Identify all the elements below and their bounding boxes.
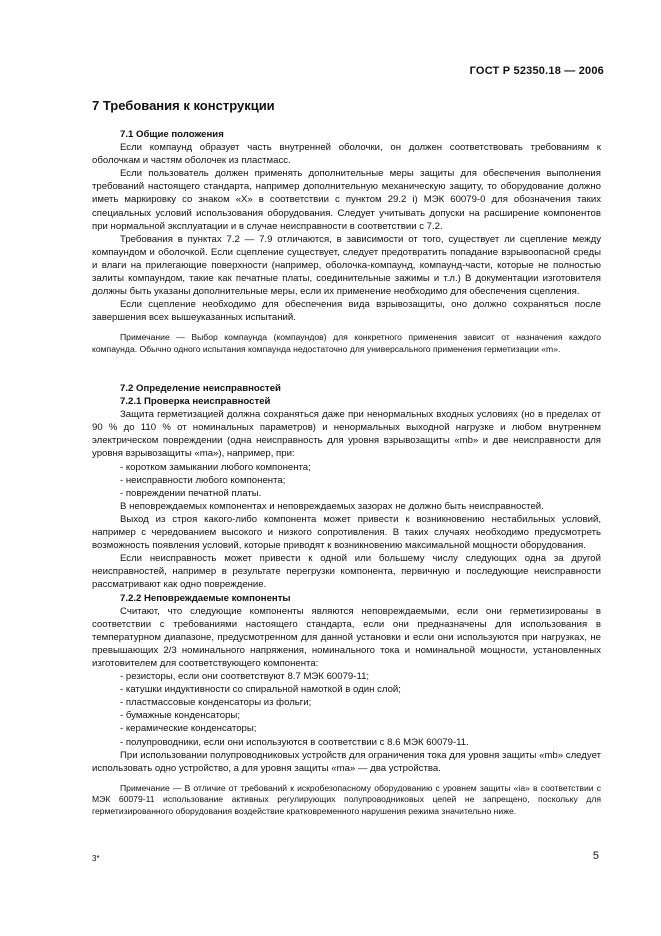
list-item: - катушки индуктивности со спиральной намоткой в один слой; (120, 684, 401, 696)
standard-code: ГОСТ Р 52350.18 — 2006 (469, 65, 604, 77)
component-list (92, 670, 601, 749)
list-item: - резисторы, если они соответствуют 8.7 МЭК 60079-11; (120, 671, 370, 683)
note: Примечание — В отличие от требований к искробезопасному оборудованию с уровнем защиты «ia» в соответствии с МЭК 60079-11 использование активных регулирующих полупроводниковых цепей не запрещено, поскольку для герметизированного оборудования воздействие кратковременного нарушения режима значительно ниже. (92, 782, 601, 816)
paragraph: Выход из строя какого-либо компонента может привести к возникновению нестабильных условий, например с чередованием высокого и низкого сопротивления. В таких случаях необходимо предусмотреть возможность появления условий, которые приводят к возникновению максимальной мощности оборудования. (92, 513, 601, 552)
list-item: - неисправности любого компонента; (120, 474, 286, 486)
subsection-title: 7.2 Определение неисправностей (120, 383, 281, 394)
list-item: - бумажные конденсаторы; (120, 710, 240, 722)
paragraph: Если сцепление необходимо для обеспечения вида взрывозащиты, оно должно сохраняться после завершения всех вышеуказанных испытаний. (92, 299, 601, 324)
paragraph: Считают, что следующие компоненты являются неповреждаемыми, если они герметизированы в соответствии с требованиями настоящего стандарта, если они предназначены для использования в температурном диапазоне, предусмотренном для данной установки и если они используются при нагрузках, не превышающих 2/3 номинального напряжения, номинального тока и номинальной мощности, установленных изготовителем для соответствующего компонента: (92, 605, 601, 669)
section-7-1 (92, 128, 601, 356)
subsection-title: 7.2.1 Проверка неисправностей (120, 396, 271, 408)
list-item: - полупроводники, если они используются в соответствии с 8.6 МЭК 60079-11. (120, 736, 469, 748)
section-title: 7 Требования к конструкции (92, 98, 275, 113)
signature-mark: 3* (92, 854, 100, 863)
fault-list (92, 461, 601, 500)
section-7-2 (92, 382, 601, 818)
note: Примечание — Выбор компаунда (компаундов) для конкретного применения зависит от назначения каждого компаунда. Обычно одного испытания компаунда недостаточно для универсального применения герметизации «m». (92, 332, 601, 354)
paragraph: В неповреждаемых компонентах и неповреждаемых зазорах не должно быть неисправностей. (120, 500, 544, 512)
list-item: - керамические конденсаторы; (120, 723, 257, 735)
page-number: 5 (592, 850, 599, 862)
paragraph: Защита герметизацией должна сохраняться даже при ненормальных входных условиях (но в пределах от 90 % до 110 % от номинальных параметров) и ненормальных выходной нагрузке и любом внутреннем электрическом повреждении (одна неисправность для уровня взрывозащиты «mb» и две неисправности для уровня взрывозащиты «ma»), например, при: (92, 409, 601, 460)
list-item: - повреждении печатной платы. (120, 487, 262, 499)
list-item: - пластмассовые конденсаторы из фольги; (120, 697, 312, 709)
paragraph: При использовании полупроводниковых устройств для ограничения тока для уровня защиты «mb» следует использовать одно устройство, а для уровня защиты «ma» — два устройства. (92, 749, 601, 774)
list-item: - коротком замыкании любого компонента; (120, 461, 311, 473)
subsection-title: 7.1 Общие положения (120, 129, 224, 140)
paragraph: Если пользователь должен применять дополнительные меры защиты для обеспечения выполнения требований настоящего стандарта, например дополнительную механическую защиту, то оборудование должно иметь маркировку со знаком «Х» в соответствии с пунктом 29.2 i) МЭК 60079-0 для обозначения таких специальных условий использования оборудования. Следует учитывать допуски на расширение компонентов при нормальной эксплуатации и в случае неисправности в соответствии с 7.2. (92, 168, 601, 232)
paragraph: Если неисправность может привести к одной или большему числу следующих одна за другой неисправностей, например в результате перегрузки компонента, первичную и последующие неисправности рассматривают как одно повреждение. (92, 553, 601, 591)
subsection-title: 7.2.2 Неповреждаемые компоненты (120, 592, 291, 604)
paragraph: Если компаунд образует часть внутренней оболочки, он должен соответствовать требованиям к оболочкам и частям оболочек из пластмасс. (92, 142, 601, 167)
paragraph: Требования в пунктах 7.2 — 7.9 отличаются, в зависимости от того, существует ли сцепление между компаундом и оболочкой. Если сцепление существует, следует предотвратить попадание взрывоопасной среды и влаги на прилегающие поверхности (например, оболочка-компаунд, компаунд-части, которые не полностью залиты компаундом, такие как печатные платы, соединительные зажимы и т.л.) В документации изготовителя должны быть указаны дополнительные меры, если их применение необходимо для обеспечения сцепления. (92, 233, 601, 298)
